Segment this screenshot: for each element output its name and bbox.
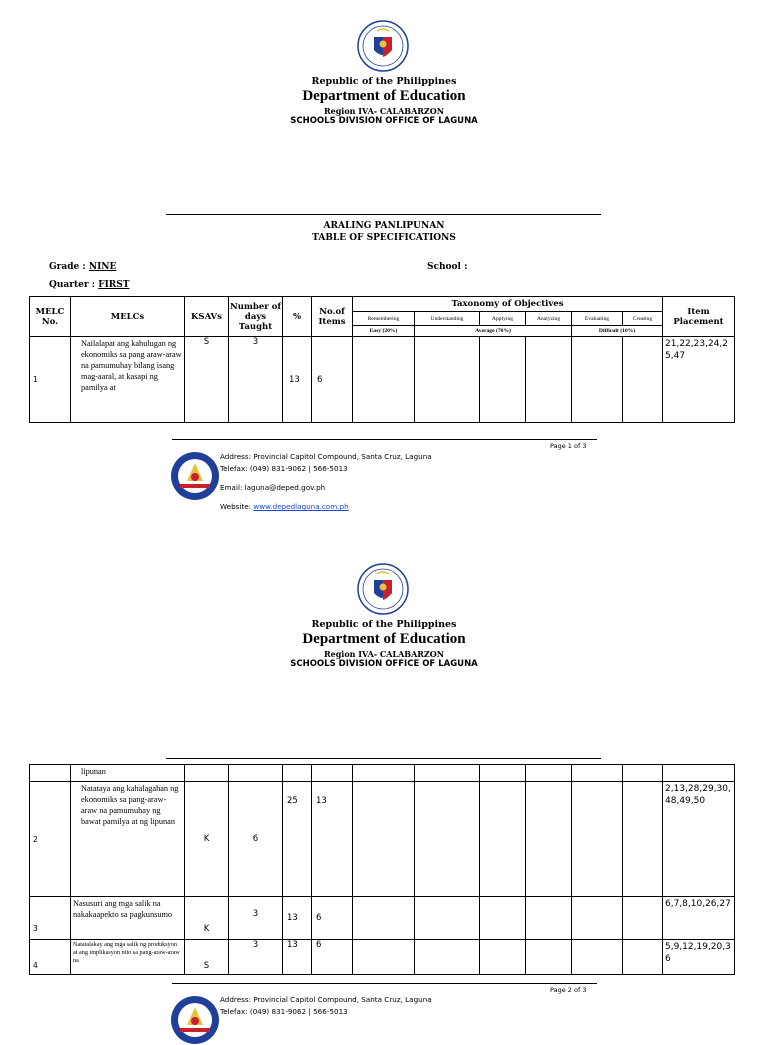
grade-label: Grade : xyxy=(49,262,86,272)
footer-website xyxy=(220,502,349,511)
tax-understanding: Understanding xyxy=(415,312,480,326)
tax-applying: Applying xyxy=(480,312,526,326)
header-melcs: MELCs xyxy=(71,297,185,337)
divider-line xyxy=(166,758,601,759)
division-label: SCHOOLS DIVISION OFFICE OF LAGUNA xyxy=(290,116,478,126)
footer-divider xyxy=(172,983,597,984)
quarter-value: FIRST xyxy=(98,280,130,290)
row-percent: 13 xyxy=(283,337,312,423)
difficulty-average: Average (70%) xyxy=(415,326,572,337)
header-ksavs: KSAVs xyxy=(185,297,229,337)
page-number: Page 1 of 3 xyxy=(550,442,587,450)
tax-creating: Creating xyxy=(623,312,663,326)
sdo-laguna-logo xyxy=(170,995,220,1045)
row-item-placement: 6,7,8,10,26,27 xyxy=(663,897,735,940)
republic-label: Republic of the Philippines xyxy=(311,619,457,630)
document-title: TABLE OF SPECIFICATIONS xyxy=(312,233,456,243)
row-items: 6 xyxy=(312,897,353,940)
grade-value: NINE xyxy=(88,262,117,272)
row-days: 3 xyxy=(229,337,283,423)
row-item-placement: 5,9,12,19,20,36 xyxy=(663,940,735,975)
row-item-placement: 2,13,28,29,30,48,49,50 xyxy=(663,782,735,897)
row-items: 6 xyxy=(312,940,353,975)
row-percent: 13 xyxy=(283,897,312,940)
department-title: Department of Education xyxy=(302,88,466,104)
tos-table-page1 xyxy=(29,296,735,423)
division-label: SCHOOLS DIVISION OFFICE OF LAGUNA xyxy=(290,659,478,669)
row-days: 3 xyxy=(229,897,283,940)
header-no-of-items: No.of Items xyxy=(312,297,353,337)
row-ksav: K xyxy=(185,897,229,940)
row-melc-no: 1 xyxy=(30,337,71,423)
department-title: Department of Education xyxy=(302,631,466,647)
footer-address: Address: Provincial Capitol Compound, Santa Cruz, Laguna xyxy=(220,452,432,461)
row-melc-text: lipunan xyxy=(71,765,185,782)
row-items: 13 xyxy=(312,782,353,897)
difficulty-difficult: Difficult (10%) xyxy=(572,326,663,337)
row-ksav: S xyxy=(185,940,229,975)
region-label: Region IVA- CALABARZON xyxy=(323,649,445,659)
page-number: Page 2 of 3 xyxy=(550,986,587,994)
header-taxonomy: Taxonomy of Objectives xyxy=(353,297,663,312)
tax-remembering: Remembering xyxy=(353,312,415,326)
row-melc-text: Nailalapat ang kahulugan ng ekonomiks sa pang araw-araw na pamumuhay bilang isang mag-aaral, at kasapi ng pamilya at xyxy=(71,337,185,423)
header-melc-no: MELC No. xyxy=(30,297,71,337)
footer-telefax: Telefax: (049) 831-9062 | 566-5013 xyxy=(220,464,348,473)
region-label: Region IVA- CALABARZON xyxy=(323,106,445,116)
table-row xyxy=(30,782,735,897)
sdo-laguna-logo xyxy=(170,451,220,501)
tax-evaluating: Evaluating xyxy=(572,312,623,326)
row-item-placement: 21,22,23,24,25,47 xyxy=(663,337,735,423)
footer-divider xyxy=(172,439,597,440)
row-melc-no: 4 xyxy=(30,940,71,975)
footer-address: Address: Provincial Capitol Compound, Santa Cruz, Laguna xyxy=(220,995,432,1004)
row-items: 6 xyxy=(312,337,353,423)
header-item-placement: Item Placement xyxy=(663,297,735,337)
row-ksav: K xyxy=(185,782,229,897)
republic-label: Republic of the Philippines xyxy=(311,76,457,87)
difficulty-easy: Easy (20%) xyxy=(353,326,415,337)
header-days-taught: Number of days Taught xyxy=(229,297,283,337)
row-percent: 13 xyxy=(283,940,312,975)
table-row xyxy=(30,897,735,940)
quarter-label: Quarter : xyxy=(49,280,96,290)
row-melc-no: 2 xyxy=(30,782,71,897)
website-label: Website: xyxy=(220,502,252,511)
website-link[interactable]: www.depedlaguna.com.ph xyxy=(253,502,349,511)
quarter-field xyxy=(49,280,129,290)
row-days: 6 xyxy=(229,782,283,897)
row-melc-text: Natataya ang kahalagahan ng ekonomiks sa pang-araw-araw na pamumuhay ng bawat pamilya at ng lipunan xyxy=(71,782,185,897)
row-percent: 25 xyxy=(283,782,312,897)
tos-table-page2 xyxy=(29,764,735,975)
deped-seal-logo xyxy=(357,20,409,72)
tax-analyzing: Analyzing xyxy=(526,312,572,326)
footer-email: Email: laguna@deped.gov.ph xyxy=(220,483,326,492)
divider-line xyxy=(166,214,601,215)
row-melc-text: Natatalakay ang mga salik ng produksyon at ang implikasyon nito sa pang-araw-araw na xyxy=(71,940,185,975)
school-label: School : xyxy=(427,262,468,272)
row-ksav: S xyxy=(185,337,229,423)
table-row xyxy=(30,940,735,975)
row-melc-no xyxy=(30,765,71,782)
table-row xyxy=(30,765,735,782)
table-row xyxy=(30,337,735,423)
header-percent: % xyxy=(283,297,312,337)
subject-title: ARALING PANLIPUNAN xyxy=(323,221,445,231)
footer-telefax: Telefax: (049) 831-9062 | 566-5013 xyxy=(220,1007,348,1016)
row-days: 3 xyxy=(229,940,283,975)
grade-field xyxy=(49,262,116,272)
row-melc-no: 3 xyxy=(30,897,71,940)
deped-seal-logo xyxy=(357,563,409,615)
row-melc-text: Nasusuri ang mga salik na nakakaapekto sa pagkunsumo xyxy=(71,897,185,940)
